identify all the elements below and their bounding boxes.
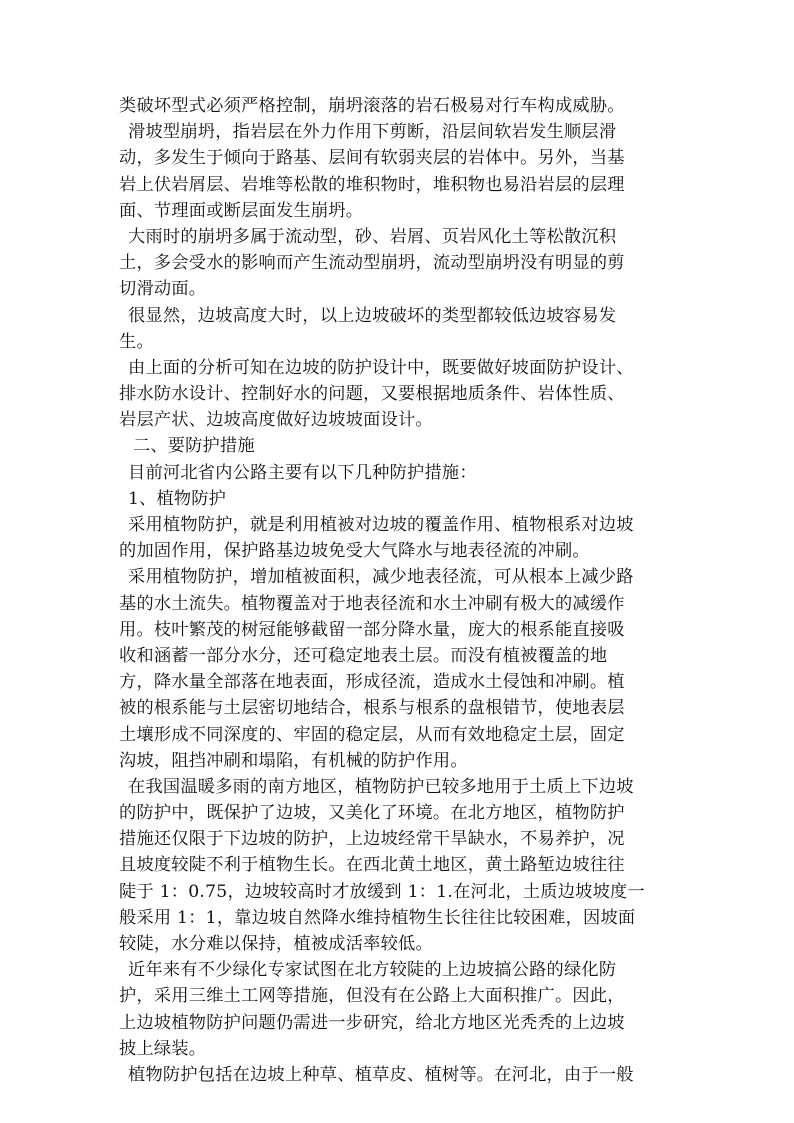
text-line: 被的根系能与土层密切地结合，根系与根系的盘根错节，使地表层 (119, 698, 625, 719)
text-line: 生。 (119, 331, 154, 352)
text-line: 沟坡，阻挡冲刷和塌陷，有机械的防护作用。 (119, 750, 468, 771)
text-line: 排水防水设计、控制好水的问题，又要根据地质条件、岩体性质、 (119, 384, 625, 405)
text-line: 基的水土流失。植物覆盖对于地表径流和水土冲刷有极大的减缓作 (119, 593, 625, 614)
text-line: 土壤形成不同深度的、牢固的稳定层，从而有效地稳定土层，固定 (119, 724, 625, 745)
text-line: 很显然，边坡高度大时，以上边坡破坏的类型都较低边坡容易发 (128, 305, 617, 326)
text-line: 上边坡植物防护问题仍需进一步研究，给北方地区光秃秃的上边坡 (119, 1012, 625, 1033)
text-line: 岩上伏岩屑层、岩堆等松散的堆积物时，堆积物也易沿岩层的层理 (119, 174, 625, 195)
text-line: 的防护中，既保护了边坡，又美化了环境。在北方地区，植物防护 (119, 803, 625, 824)
text-line: 般采用 1：1，靠边坡自然降水维持植物生长往往比较困难，因坡面 (119, 907, 636, 928)
section-heading: 二、要防护措施 (133, 436, 255, 457)
text-line: 披上绿装。 (119, 1038, 207, 1059)
subsection-heading: 1、植物防护 (128, 488, 227, 509)
text-line: 动，多发生于倾向于路基、层间有软弱夹层的岩体中。另外，当基 (119, 148, 625, 169)
text-line: 用。枝叶繁茂的树冠能够截留一部分降水量，庞大的根系能直接吸 (119, 619, 625, 640)
text-line: 大雨时的崩坍多属于流动型，砂、岩屑、页岩风化土等松散沉积 (128, 226, 617, 247)
text-line: 植物防护包括在边坡上种草、植草皮、植树等。在河北，由于一般 (128, 1064, 634, 1085)
text-line: 采用植物防护，就是利用植被对边坡的覆盖作用、植物根系对边坡 (128, 515, 634, 535)
text-line: 目前河北省内公路主要有以下几种防护措施： (128, 462, 477, 483)
text-line: 措施还仅限于下边坡的防护，上边坡经常干旱缺水，不易养护，况 (119, 829, 625, 850)
text-line: 土，多会受水的影响而产生流动型崩坍，流动型崩坍没有明显的剪 (119, 253, 625, 274)
text-line: 岩层产状、边坡高度做好边坡坡面设计。 (119, 410, 433, 431)
text-line: 滑坡型崩坍，指岩层在外力作用下剪断，沿层间软岩发生顺层滑 (128, 122, 617, 143)
text-line: 切滑动面。 (119, 279, 207, 300)
text-line: 方，降水量全部落在地表面，形成径流，造成水土侵蚀和冲刷。植 (119, 672, 625, 693)
text-line: 收和涵蓄一部分水分，还可稳定地表土层。而没有植被覆盖的地 (119, 645, 608, 666)
text-line: 类破坏型式必须严格控制，崩坍滚落的岩石极易对行车构成威胁。 (119, 96, 625, 116)
text-line: 面、节理面或断层面发生崩坍。 (119, 200, 364, 221)
text-line: 的加固作用，保护路基边坡免受大气降水与地表径流的冲刷。 (119, 541, 590, 562)
text-line: 近年来有不少绿化专家试图在北方较陡的上边坡搞公路的绿化防 (128, 960, 617, 981)
text-line: 护，采用三维土工网等措施，但没有在公路上大面积推广。因此， (119, 986, 625, 1007)
text-line: 较陡，水分难以保持，植被成活率较低。 (119, 934, 433, 954)
text-line: 且坡度较陡不利于植物生长。在西北黄土地区，黄土路堑边坡往往 (119, 855, 625, 876)
text-line: 由上面的分析可知在边坡的防护设计中，既要做好坡面防护设计、 (128, 357, 634, 378)
text-line: 在我国温暖多雨的南方地区，植物防护已较多地用于土质上下边坡 (128, 776, 634, 797)
text-line: 采用植物防护，增加植被面积，减少地表径流，可从根本上减少路 (128, 567, 634, 588)
document-body (119, 93, 679, 1088)
text-line: 陡于 1：0.75，边坡较高时才放缓到 1：1.在河北，土质边坡坡度一 (119, 881, 645, 902)
